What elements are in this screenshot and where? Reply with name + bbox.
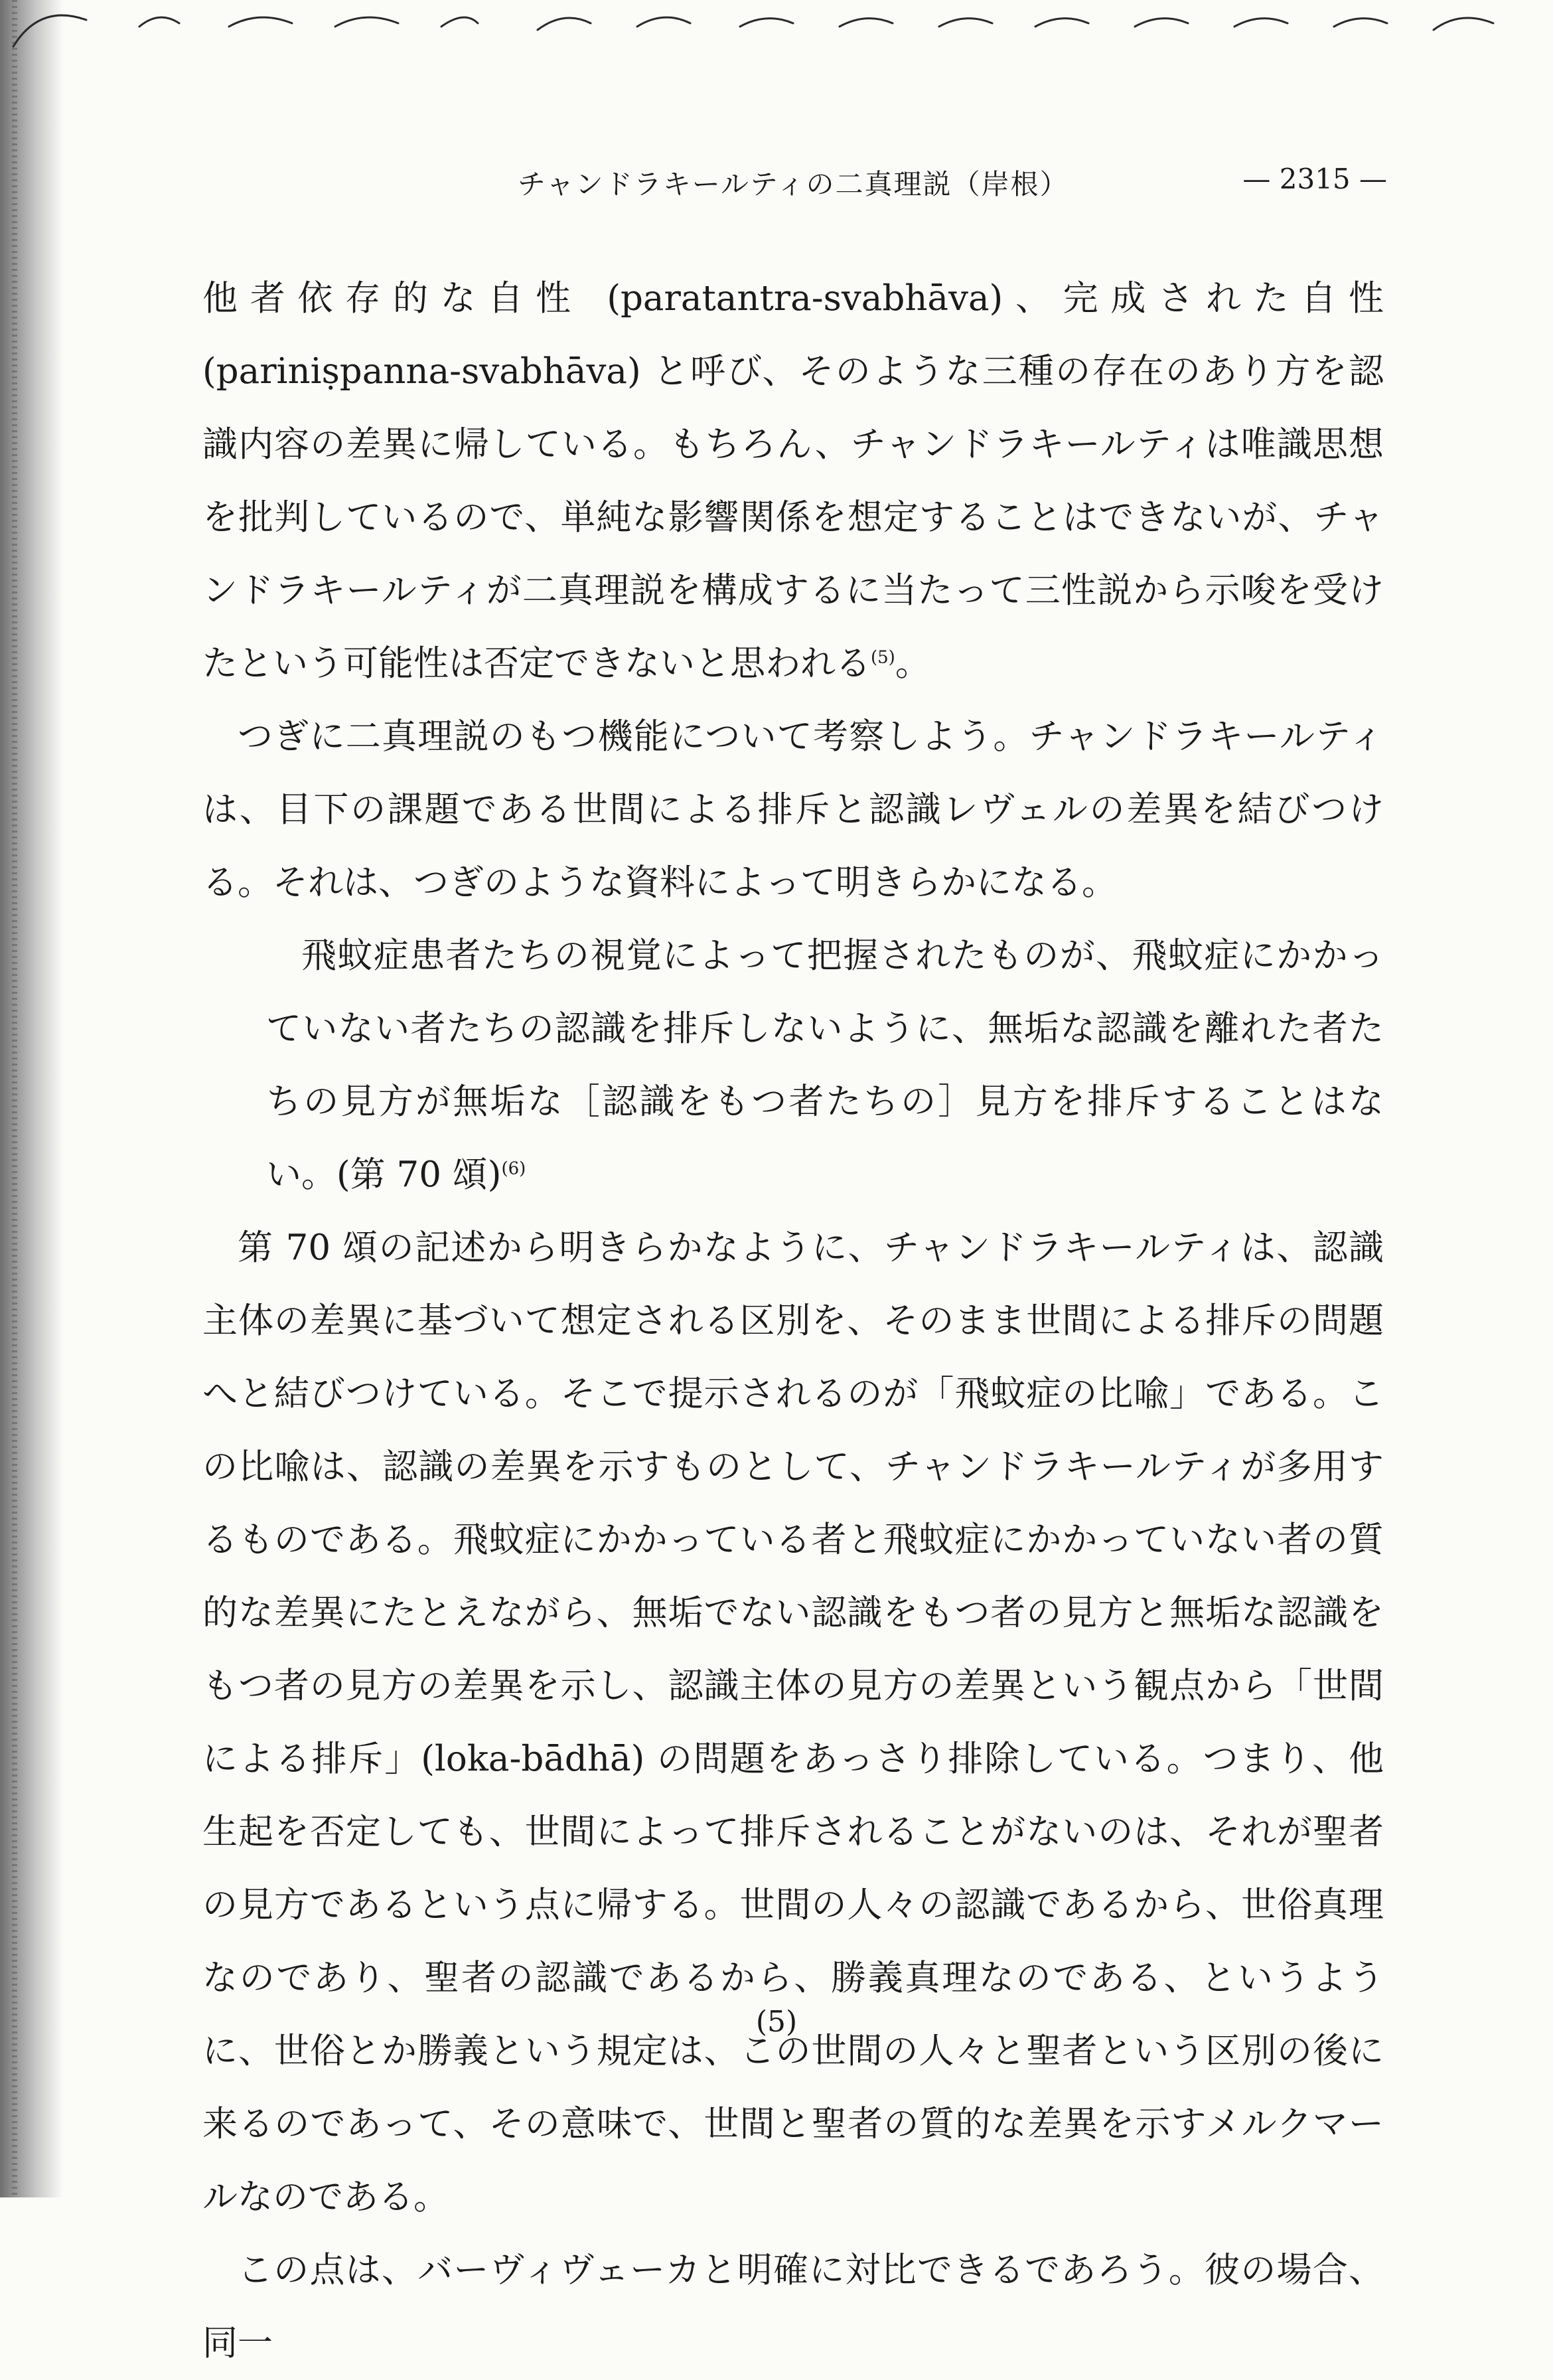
paragraph: つぎに二真理説のもつ機能について考察しよう。チャンドラキールティは、目下の課題である世間による排斥と認識レヴェルの差異を結びつける。それは、つぎのような資料によって明きらかになる。 [202,716,1384,903]
footer-page-number: (5) [755,2005,798,2039]
block-quote-verse-70: 飛蚊症患者たちの視覚によって把握されたものが、飛蚊症にかかっていない者たちの認識を排斥しないように、無垢な認識を離れた者たちの見方が無垢な［認識をもつ者たちの］見方を排斥することはない。(第 70 頌)$^{(6)}$ [266,935,1384,1195]
footnote-ref-6: (6) [501,1158,526,1179]
paragraph-continued: 他者依存的な自性 (paratantra-svabhāva)、完成された自性 (pariniṣpanna-svabhāva) と呼び、そのような三種の存在のあり方を認識内容の差異に帰している。もちろん、チャンドラキールティは唯識思想を批判しているので、単純な影響関係を想定することはできないが、チャンドラキールティが二真理説を構成するに当たって三性説から示唆を受けたという可能性は否定できないと思われる$^{(5)}$。 [202,278,1384,684]
running-title: チャンドラキールティの二真理説（岸根） [518,168,1069,200]
header-page-number: — 2315 — [1242,163,1387,195]
footnote-ref-5: (5) [871,647,895,668]
binding-shadow [0,0,63,2197]
page-header [199,163,1387,209]
body-text [202,262,1384,2380]
paragraph: この点は、バーヴィヴェーカと明確に対比できるであろう。彼の場合、同一 [202,2250,1384,2363]
paragraph: 第 70 頌の記述から明きらかなように、チャンドラキールティは、認識主体の差異に基づいて想定される区別を、そのまま世間による排斥の問題へと結びつけている。そこで提示されるのが「飛蚊症の比喩」である。この比喩は、認識の差異を示すものとして、チャンドラキールティが多用するものである。飛蚊症にかかっている者と飛蚊症にかかっていない者の質的な差異にたとえながら、無垢でない認識をもつ者の見方と無垢な認識をもつ者の見方の差異を示し、認識主体の見方の差異という観点から「世間による排斥」(loka-bādhā) の問題をあっさり排除している。つまり、他生起を否定しても、世間によって排斥されることがないのは、それが聖者の見方であるという点に帰する。世間の人々の認識であるから、世俗真理なのであり、聖者の認識であるから、勝義真理なのである、というように、世俗とか勝義という規定は、この世間の人々と聖者という区別の後に来るのであって、その意味で、世間と聖者の質的な差異を示すメルクマールなのである。 [202,1228,1384,2217]
binding-holes [0,0,1553,73]
